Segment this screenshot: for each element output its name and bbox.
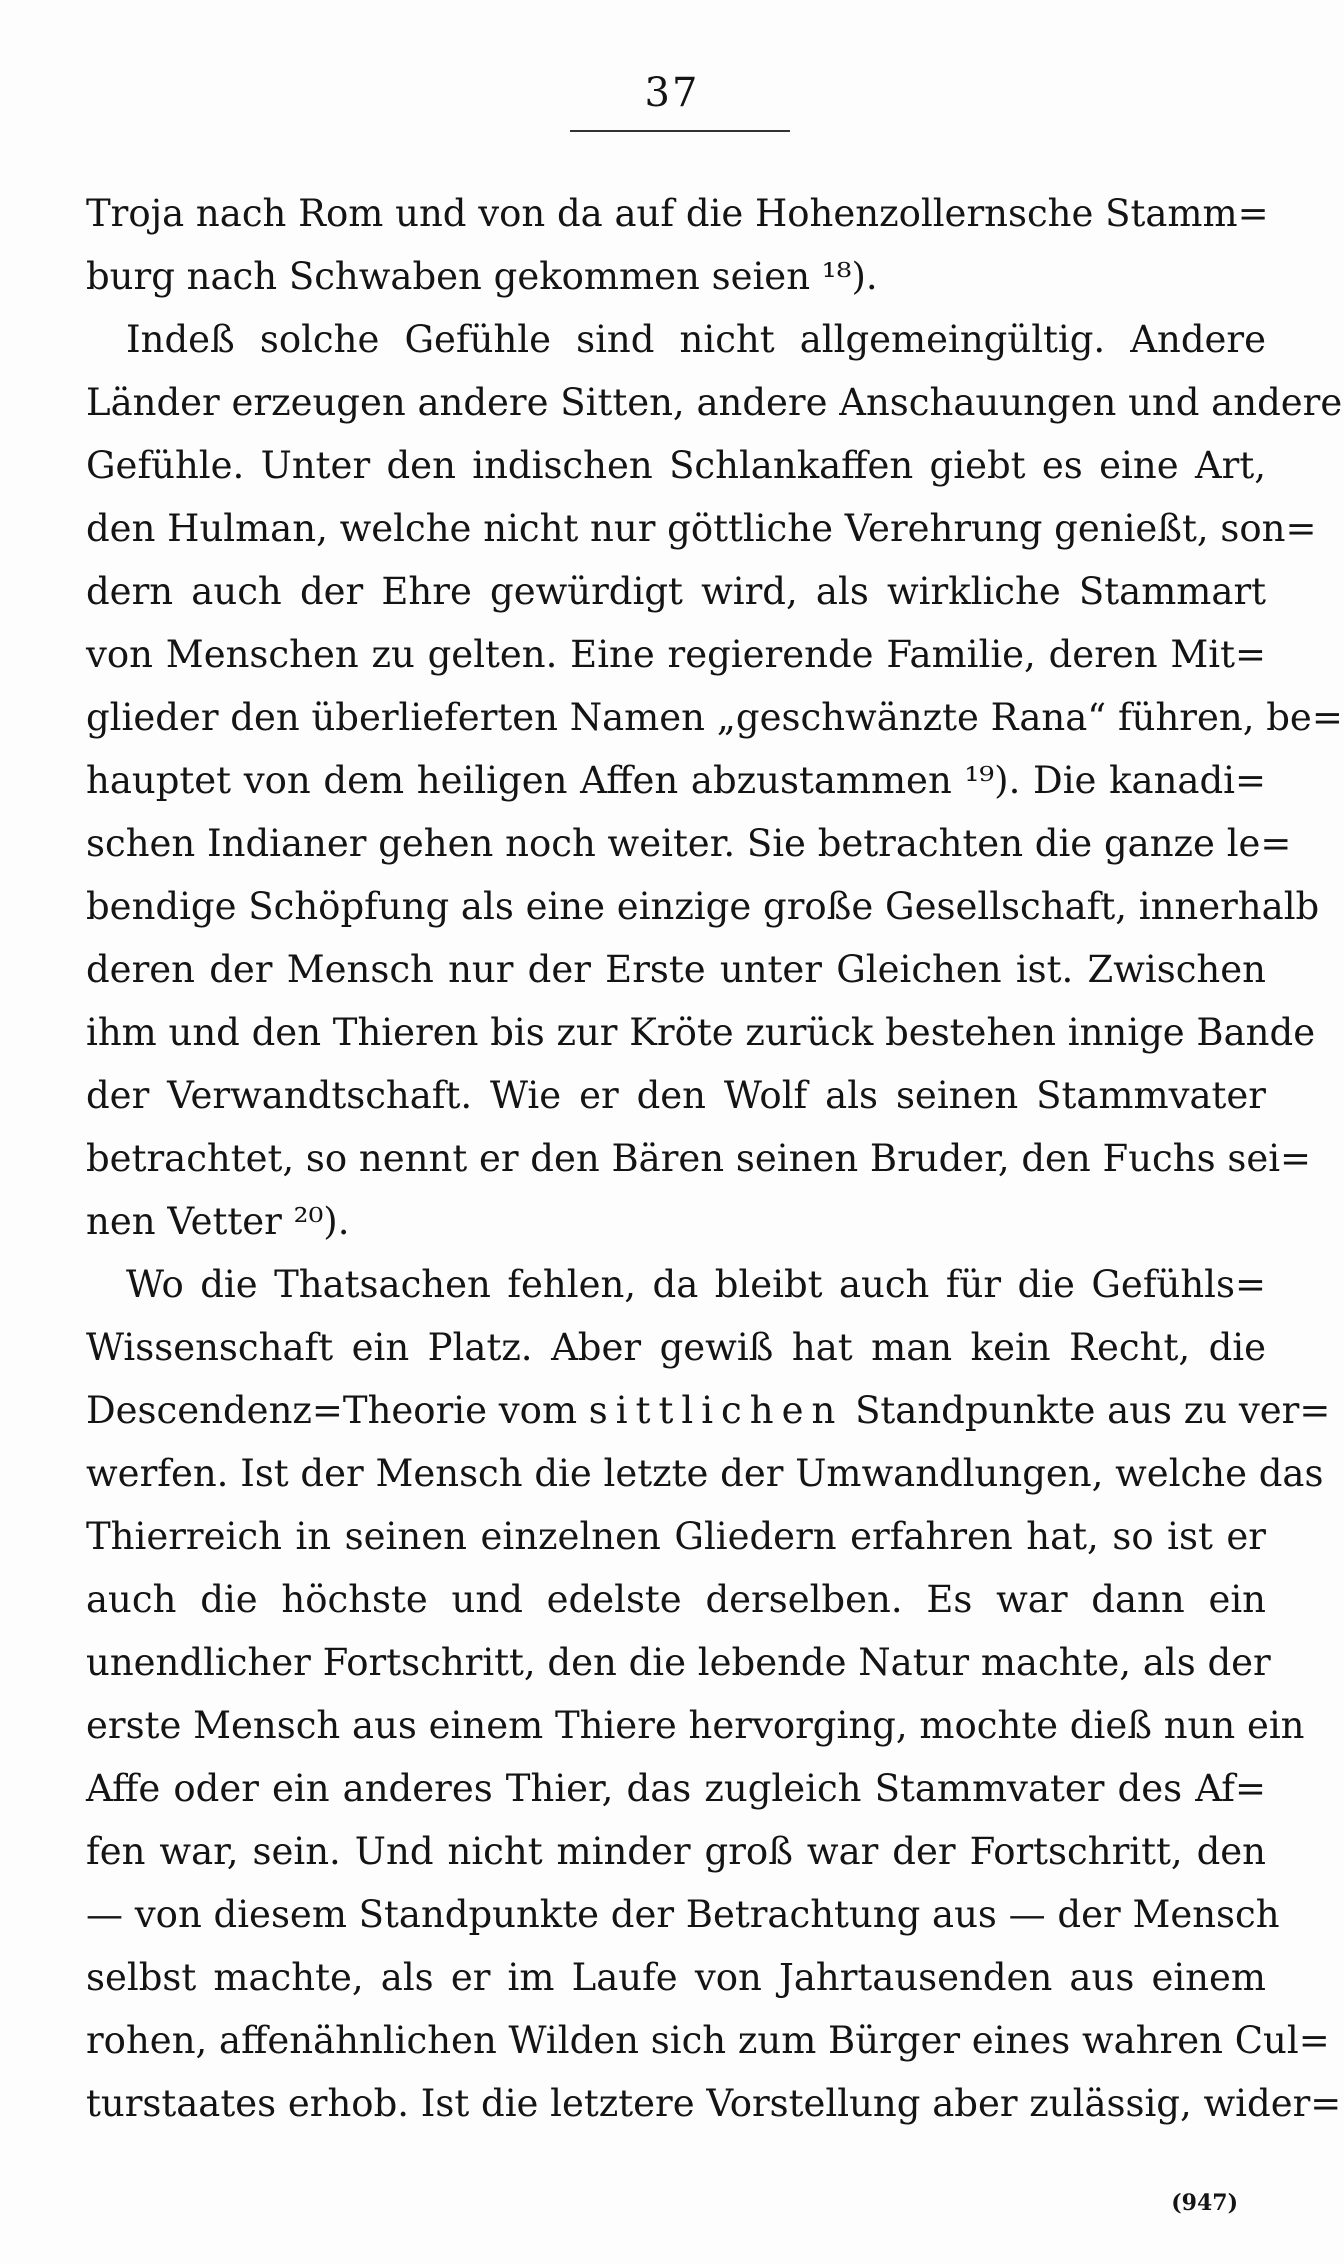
text-line: schen Indianer gehen noch weiter. Sie betrachten die ganze le= bbox=[86, 822, 1292, 865]
text-line: Thierreich in seinen einzelnen Gliedern erfahren hat, so ist er bbox=[86, 1515, 1266, 1558]
text-line: glieder den überlieferten Namen „geschwänzte Rana“ führen, be= bbox=[86, 696, 1343, 739]
text-line: Troja nach Rom und von da auf die Hohenzollernsche Stamm= bbox=[86, 192, 1269, 235]
text-line: Indeß solche Gefühle sind nicht allgemeingültig. Andere bbox=[126, 318, 1266, 361]
text-line: fen war, sein. Und nicht minder groß war der Fortschritt, den bbox=[86, 1830, 1266, 1873]
header-rule bbox=[570, 130, 790, 132]
text-line: ihm und den Thieren bis zur Kröte zurück bestehen innige Bande bbox=[86, 1011, 1316, 1054]
text-line: Wo die Thatsachen fehlen, da bleibt auch für die Gefühls= bbox=[126, 1263, 1266, 1306]
text-segment: Standpunkte aus zu ver= bbox=[843, 1389, 1331, 1432]
text-line: burg nach Schwaben gekommen seien ¹⁸). bbox=[86, 255, 878, 298]
text-line: selbst machte, als er im Laufe von Jahrtausenden aus einem bbox=[86, 1956, 1266, 1999]
text-line: rohen, affenähnlichen Wilden sich zum Bürger eines wahren Cul= bbox=[86, 2019, 1330, 2062]
text-line: hauptet von dem heiligen Affen abzustammen ¹⁹). Die kanadi= bbox=[86, 759, 1266, 802]
text-line: der Verwandtschaft. Wie er den Wolf als seinen Stammvater bbox=[86, 1074, 1266, 1117]
text-line: Affe oder ein anderes Thier, das zugleich Stammvater des Af= bbox=[86, 1767, 1266, 1810]
text-line: von Menschen zu gelten. Eine regierende Familie, deren Mit= bbox=[86, 633, 1266, 676]
body-text bbox=[86, 182, 1343, 2135]
text-line: betrachtet, so nennt er den Bären seinen Bruder, den Fuchs sei= bbox=[86, 1137, 1312, 1180]
text-line: den Hulman, welche nicht nur göttliche Verehrung genießt, son= bbox=[86, 507, 1317, 550]
text-line: deren der Mensch nur der Erste unter Gleichen ist. Zwischen bbox=[86, 948, 1266, 991]
text-segment: Descendenz=Theorie vom bbox=[86, 1389, 589, 1432]
text-line: werfen. Ist der Mensch die letzte der Umwandlungen, welche das bbox=[86, 1452, 1324, 1495]
text-line: — von diesem Standpunkte der Betrachtung aus — der Mensch bbox=[86, 1893, 1280, 1936]
text-line: Länder erzeugen andere Sitten, andere Anschauungen und andere bbox=[86, 381, 1343, 424]
text-line: nen Vetter ²⁰). bbox=[86, 1200, 350, 1243]
printer-signature: (947) bbox=[1171, 2190, 1238, 2216]
text-line: turstaates erhob. Ist die letztere Vorstellung aber zulässig, wider= bbox=[86, 2082, 1342, 2125]
text-line-emphasis bbox=[86, 1379, 1331, 1442]
text-line: erste Mensch aus einem Thiere hervorging, mochte dieß nun ein bbox=[86, 1704, 1305, 1747]
text-line: unendlicher Fortschritt, den die lebende Natur machte, als der bbox=[86, 1641, 1271, 1684]
text-line: Wissenschaft ein Platz. Aber gewiß hat man kein Recht, die bbox=[86, 1326, 1266, 1369]
text-line: bendige Schöpfung als eine einzige große Gesellschaft, innerhalb bbox=[86, 885, 1320, 928]
page-number: 37 bbox=[644, 70, 700, 116]
text-line: auch die höchste und edelste derselben. Es war dann ein bbox=[86, 1578, 1266, 1621]
text-line: Gefühle. Unter den indischen Schlankaffen giebt es eine Art, bbox=[86, 444, 1266, 487]
text-line: dern auch der Ehre gewürdigt wird, als wirkliche Stammart bbox=[86, 570, 1266, 613]
emphasized-word: sittlichen bbox=[588, 1389, 844, 1432]
